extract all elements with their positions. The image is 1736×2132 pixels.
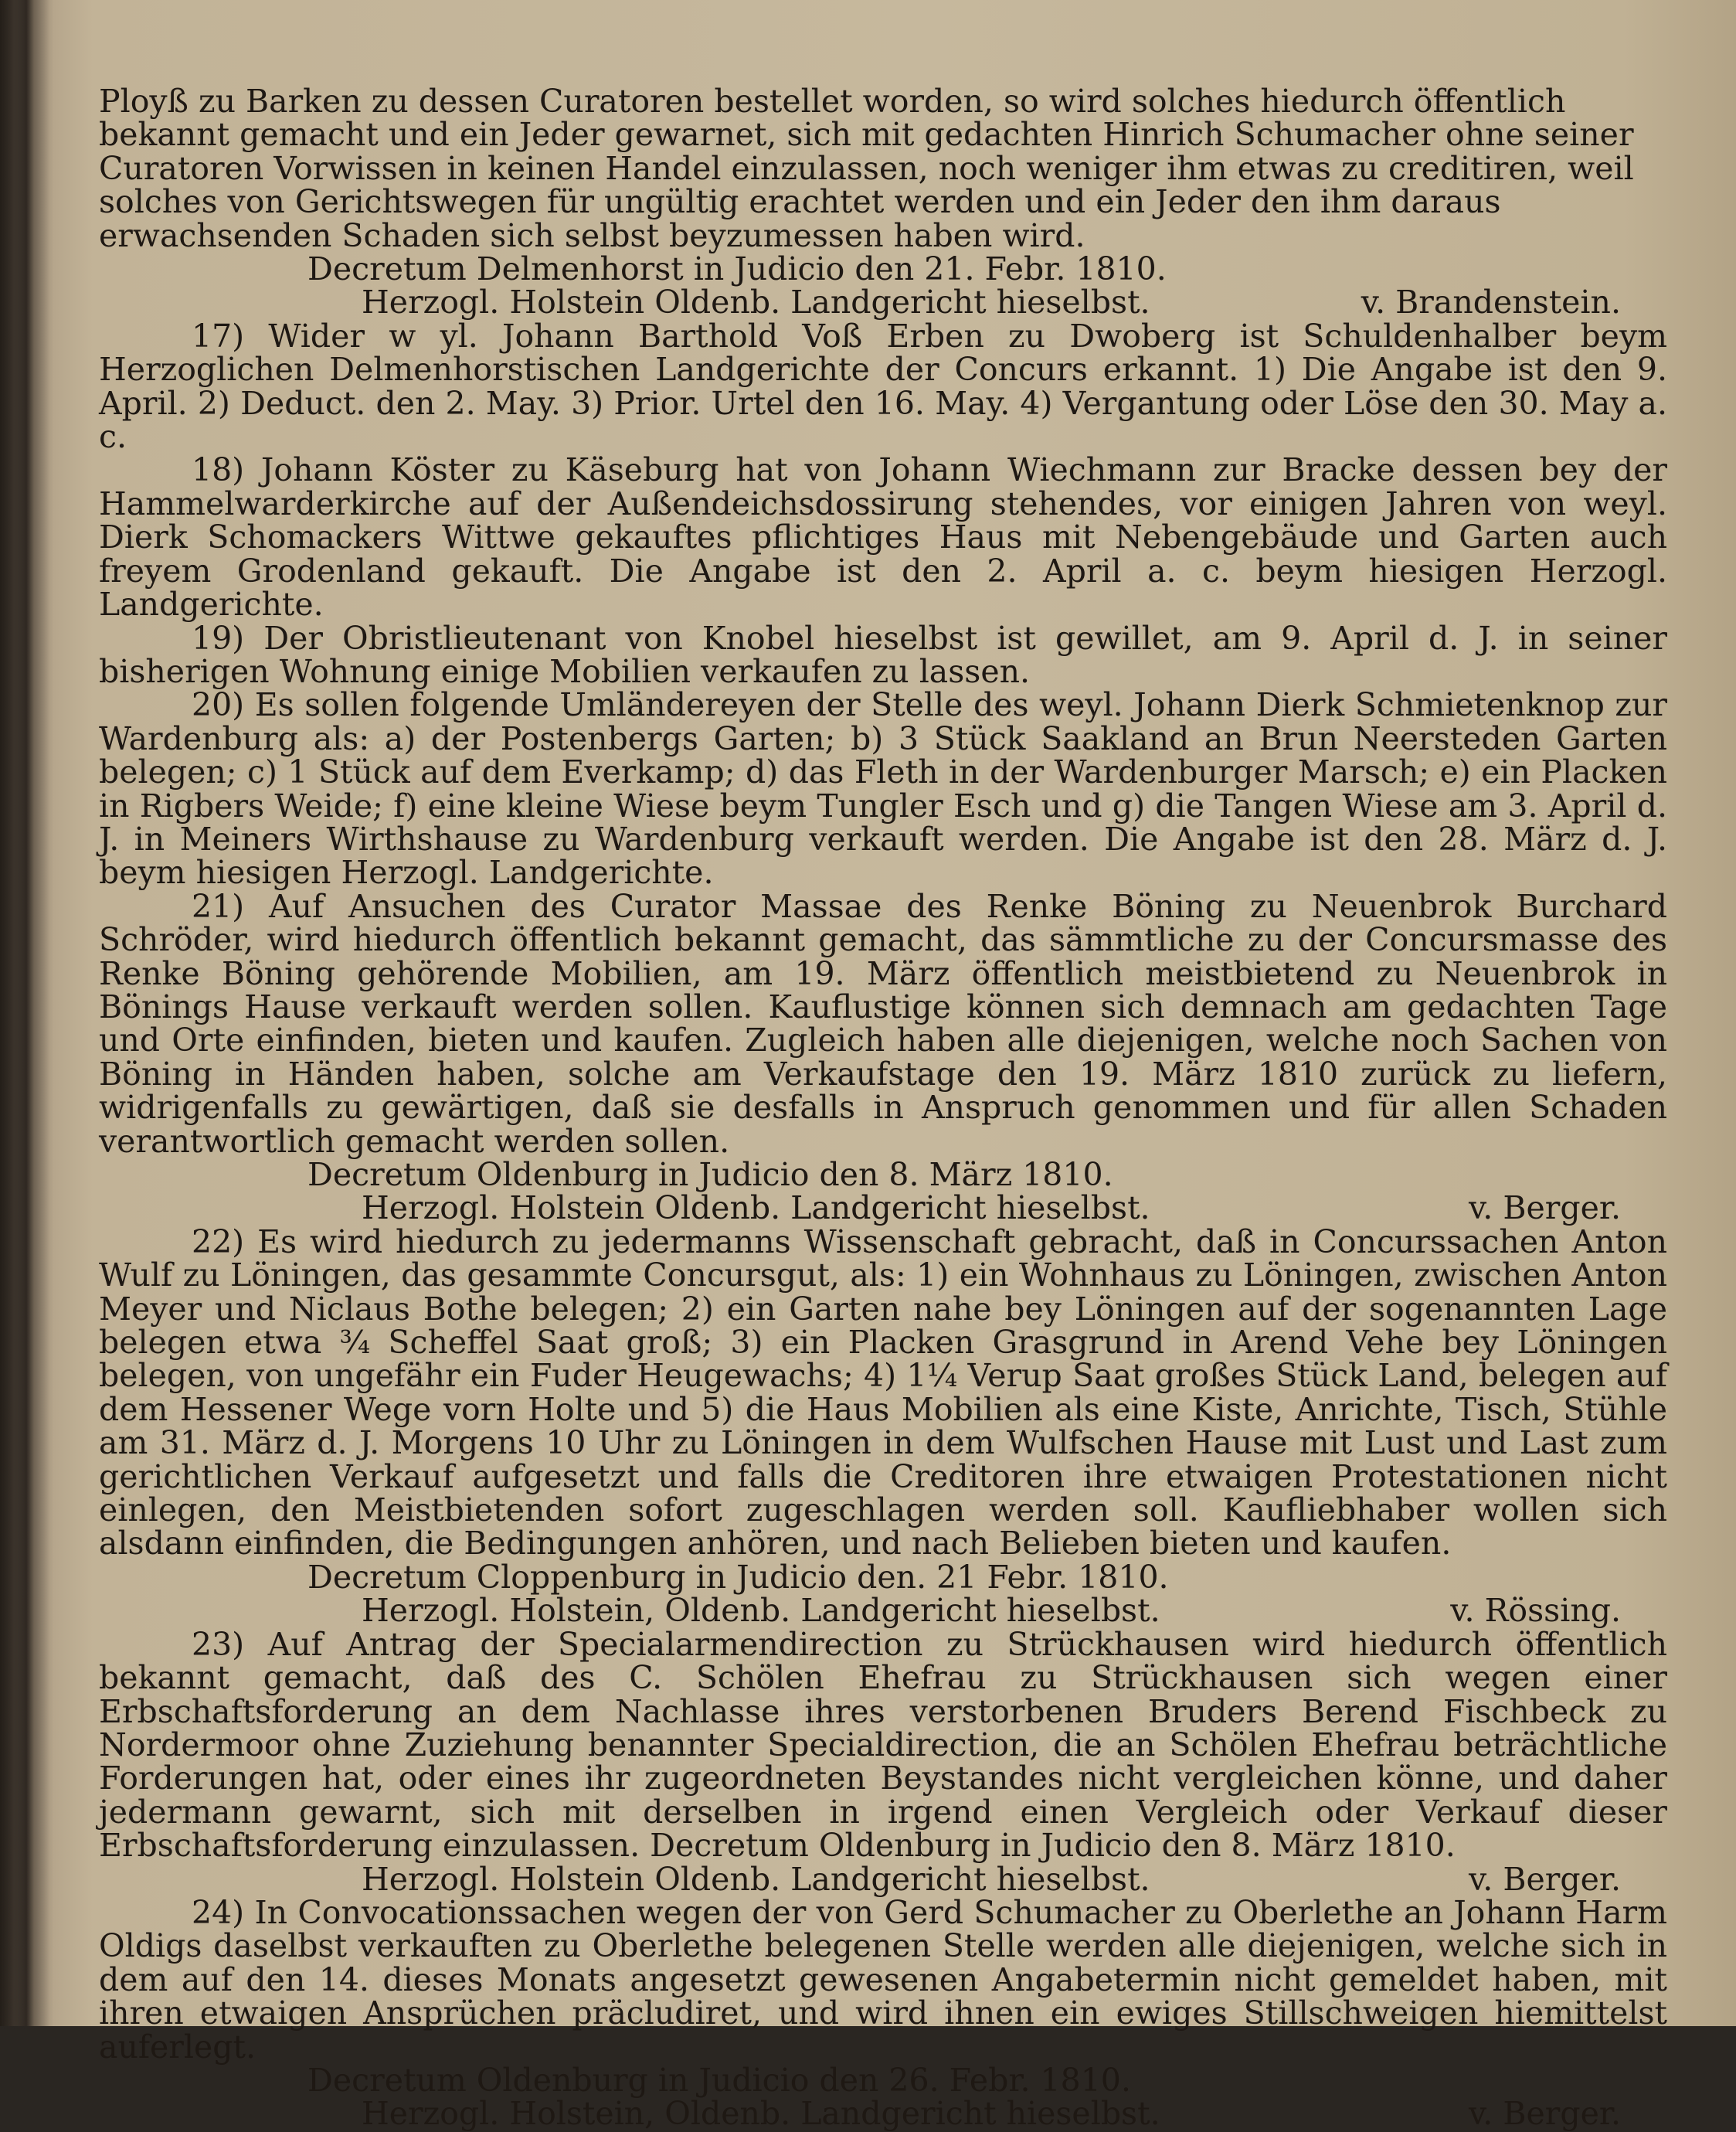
signature-line	[99, 1860, 1667, 1898]
decree-line: Decretum Delmenhorst in Judicio den 21. Febr. 1810.	[307, 250, 1167, 288]
decree-line: Decretum Cloppenburg in Judicio den. 21 Febr. 1810.	[307, 1558, 1169, 1596]
book-gutter-shadow	[0, 0, 49, 2026]
signature-line	[99, 286, 1667, 319]
court-name: Herzogl. Holstein Oldenb. Landgericht hieselbst.	[362, 1189, 1150, 1227]
decree-line: Decretum Oldenburg in Judicio den 8. März 1810.	[307, 1156, 1113, 1193]
signature-line	[99, 1189, 1667, 1227]
page-text	[99, 85, 1667, 2131]
signer-name: v. Rössing.	[1450, 1592, 1621, 1630]
paragraph-continuation: Ployß zu Barken zu dessen Curatoren bestellet worden, so wird solches hiedurch öffentlich bekannt gemacht und ein Jeder gewarnet, sich mit gedachten Hinrich Schumacher ohne seiner Curatoren Vorwissen in keinen Handel einzulassen, noch weniger ihm etwas zu creditiren, weil solches von Gerichtswegen für ungültig erachtet werden und ein Jeder den ihm daraus erwachsenden Schaden sich selbst beyzumessen haben wird.	[99, 83, 1634, 254]
signer-name: v. Berger.	[1469, 1189, 1621, 1227]
court-name: Herzogl. Holstein Oldenb. Landgericht hieselbst.	[362, 1860, 1150, 1898]
notice-17: 17) Wider w yl. Johann Barthold Voß Erben zu Dwoberg ist Schuldenhalber beym Herzoglichen Delmenhorstischen Landgerichte der Concurs erkannt. 1) Die Angabe ist den 9. April. 2) Deduct. den 2. May. 3) Prior. Urtel den 16. May. 4) Vergantung oder Löse den 30. May a. c.	[99, 317, 1667, 456]
signer-name: v. Brandenstein.	[1361, 284, 1621, 321]
notice-21: 21) Auf Ansuchen des Curator Massae des Renke Böning zu Neuenbrok Burchard Schröder, wird hiedurch öffentlich bekannt gemacht, das sämmtliche zu der Concursmasse des Renke Böning gehörende Mobilien, am 19. März öffentlich meistbietend zu Neuenbrok in Bönings Hause verkauft werden sollen. Kauflustige können sich demnach am gedachten Tage und Orte einfinden, bieten und kaufen. Zugleich haben alle diejenigen, welche noch Sachen von Böning in Händen haben, solche am Verkaufstage den 19. März 1810 zurück zu liefern, widrigenfalls zu gewärtigen, daß sie desfalls in Anspruch genommen und für allen Schaden verantwortlich gemacht werden sollen.	[99, 887, 1667, 1160]
signature-line	[99, 1592, 1667, 1630]
notice-24: 24) In Convocationssachen wegen der von Gerd Schumacher zu Oberlethe an Johann Harm Oldigs daselbst verkauften zu Oberlethe belegenen Stelle werden alle diejenigen, welche sich in dem auf den 14. dieses Monats angesetzt gewesenen Angabetermin nicht gemeldet haben, mit ihren etwaigen Ansprüchen präcludiret, und wird ihnen ein ewiges Stillschweigen hiemittelst auferlegt.	[99, 1893, 1667, 2066]
notice-18: 18) Johann Köster zu Käseburg hat von Johann Wiechmann zur Bracke dessen bey der Hammelwarderkirche auf der Außendeichsdossirung stehendes, vor einigen Jahren von weyl. Dierk Schomackers Wittwe gekauftes pflichtiges Haus mit Nebengebäude und Garten auch freyem Grodenland gekauft. Die Angabe ist den 2. April a. c. beym hiesigen Herzogl. Landgerichte.	[99, 451, 1667, 624]
signer-name: v. Berger.	[1469, 2095, 1621, 2132]
decree-line: Decretum Oldenburg in Judicio den 26. Febr. 1810.	[307, 2061, 1131, 2099]
court-name: Herzogl. Holstein, Oldenb. Landgericht hieselbst.	[362, 1592, 1160, 1630]
signature-line	[99, 2097, 1667, 2130]
notice-23: 23) Auf Antrag der Specialarmendirection zu Strückhausen wird hiedurch öffentlich bekannt gemacht, daß des C. Schölen Ehefrau zu Strückhausen sich wegen einer Erbschaftsforderung an dem Nachlasse ihres verstorbenen Bruders Berend Fischbeck zu Nordermoor ohne Zuziehung benannter Specialdirection, die an Schölen Ehefrau beträchtliche Forderungen hat, oder eines ihr zugeordneten Beystandes nicht vergleichen könne, und daher jedermann gewarnt, sich mit derselben in irgend einen Vergleich oder Verkauf dieser Erbschaftsforderung einzulassen. Decretum Oldenburg in Judicio den 8. März 1810.	[99, 1625, 1667, 1865]
court-name: Herzogl. Holstein, Oldenb. Landgericht hieselbst.	[362, 2095, 1160, 2132]
signer-name: v. Berger.	[1469, 1860, 1621, 1898]
court-name: Herzogl. Holstein Oldenb. Landgericht hieselbst.	[362, 284, 1150, 321]
notice-22: 22) Es wird hiedurch zu jedermanns Wissenschaft gebracht, daß in Concurssachen Anton Wulf zu Löningen, das gesammte Concursgut, als: 1) ein Wohnhaus zu Löningen, zwischen Anton Meyer und Niclaus Bothe belegen; 2) ein Garten nahe bey Löningen auf der sogenannten Lage belegen etwa ¾ Scheffel Saat groß; 3) ein Placken Grasgrund in Arend Vehe bey Löningen belegen, von ungefähr ein Fuder Heugewachs; 4) 1¼ Verup Saat großes Stück Land, belegen auf dem Hessener Wege vorn Holte und 5) die Haus Mobilien als eine Kiste, Anrichte, Tisch, Stühle am 31. März d. J. Morgens 10 Uhr zu Löningen in dem Wulfschen Hause mit Lust und Last zum gerichtlichen Verkauf aufgesetzt und falls die Creditoren ihre etwaigen Protestationen nicht einlegen, den Meistbietenden sofort zugeschlagen werden soll. Kaufliebhaber wollen sich alsdann einfinden, die Bedingungen anhören, und nach Belieben bieten und kaufen.	[99, 1222, 1667, 1562]
notice-19: 19) Der Obristlieutenant von Knobel hieselbst ist gewillet, am 9. April d. J. in seiner bisherigen Wohnung einige Mobilien verkaufen zu lassen.	[99, 619, 1667, 690]
notice-20: 20) Es sollen folgende Umländereyen der Stelle des weyl. Johann Dierk Schmietenknop zur Wardenburg als: a) der Postenbergs Garten; b) 3 Stück Saakland an Brun Neersteden Garten belegen; c) 1 Stück auf dem Everkamp; d) das Fleth in der Wardenburger Marsch; e) ein Placken in Rigbers Weide; f) eine kleine Wiese beym Tungler Esch und g) die Tangen Wiese am 3. April d. J. in Meiners Wirthshause zu Wardenburg verkauft werden. Die Angabe ist den 28. März d. J. beym hiesigen Herzogl. Landgerichte.	[99, 686, 1667, 892]
